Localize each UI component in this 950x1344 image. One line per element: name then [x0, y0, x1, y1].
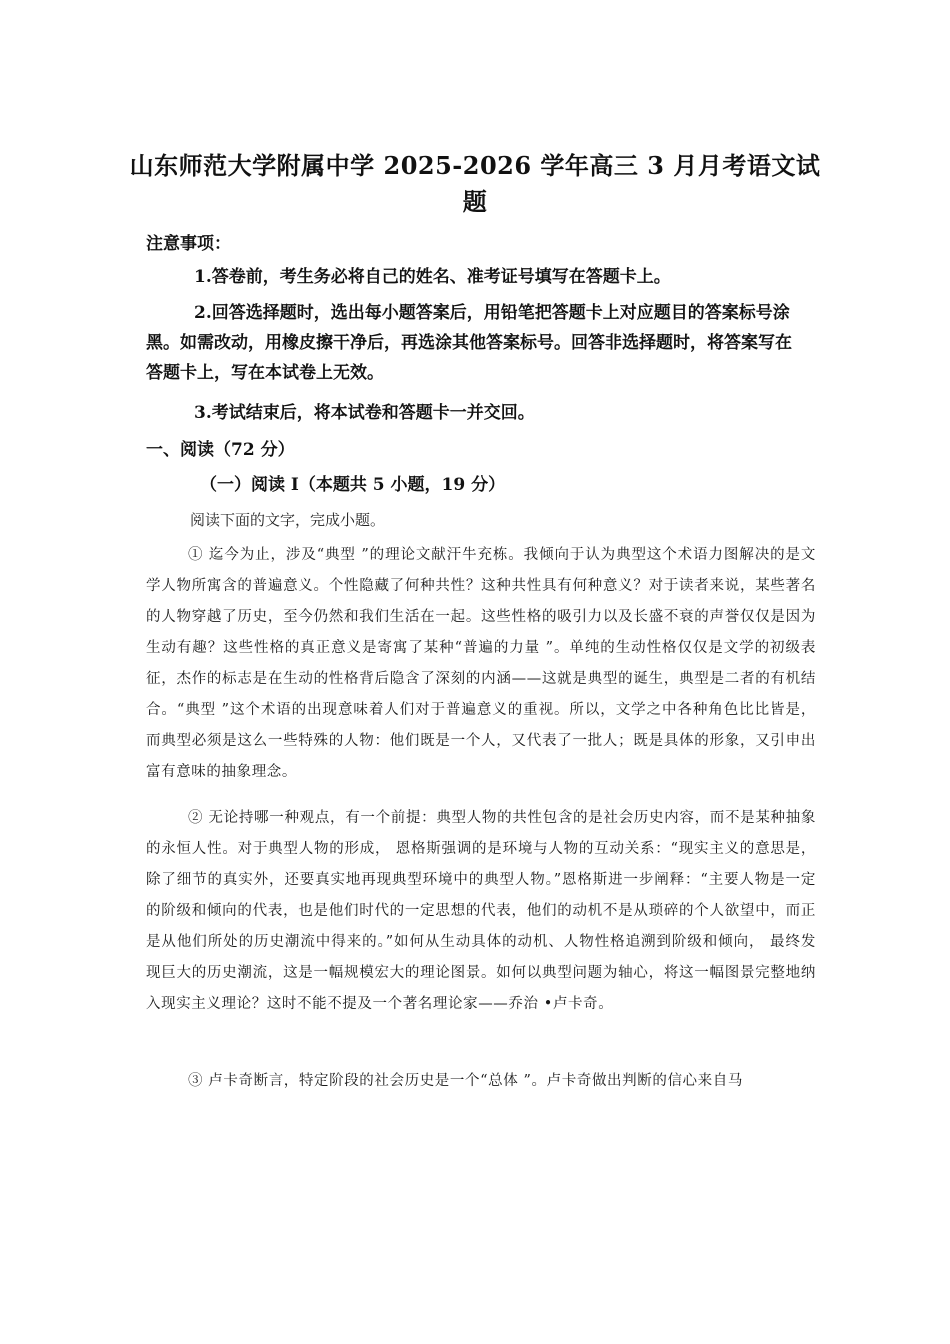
document-title: 山东师范大学附属中学 2025-2026 学年高三 3 月月考语文试题 [129, 151, 821, 216]
reading-paragraph-1: ① 迄今为止，涉及“典型 ”的理论文献汗牛充栋。我倾向于认为典型这个术语力图解决的是文学人物所寓含的普遍意义。个性隐藏了何种共性？这种共性具有何种意义？对于读者来说，某些著名的人物穿越了历史，至今仍然和我们生活在一起。这些性格的吸引力以及长盛不衰的声誉仅仅是因为生动有趣？这些性格的真正意义是寄寓了某种“普遍的力量 ”。单纯的生动性格仅仅是文学的初级表征，杰作的标志是在生动的性格背后隐含了深刻的内涵——这就是典型的诞生，典型是二者的有机结合。“典型 ”这个术语的出现意味着人们对于普遍意义的重视。所以，文学之中各种角色比比皆是，而典型必须是这么一些特殊的人物：他们既是一个人，又代表了一批人；既是具体的形象，又引申出富有意味的抽象理念。 [146, 547, 816, 780]
notice-heading: 注意事项： [146, 234, 231, 254]
reading-paragraph-2: ② 无论持哪一种观点，有一个前提：典型人物的共性包含的是社会历史内容，而不是某种抽象的永恒人性。对于典型人物的形成， 恩格斯强调的是环境与人物的互动关系：“现实主义的意思是，除了细节的真实外，还要真实地再现典型环境中的典型人物。”恩格斯进一步阐释：“主要人物是一定的阶级和倾向的代表，也是他们时代的一定思想的代表，他们的动机不是从琐碎的个人欲望中，而正是从他们所处的历史潮流中得来的。”如何从生动具体的动机、人物性格追溯到阶级和倾向， 最终发现巨大的历史潮流，这是一幅规模宏大的理论图景。如何以典型问题为轴心，将这一幅图景完整地纳入现实主义理论？这时不能不提及一个著名理论家——乔治 •卢卡奇。 [146, 810, 816, 1012]
reading-paragraph-3: ③ 卢卡奇断言，特定阶段的社会历史是一个“总体 ”。卢卡奇做出判断的信心来自马 [188, 1073, 743, 1089]
sub-heading: （一）阅读 I（本题共 5 小题，19 分） [200, 475, 506, 495]
reading-instruction: 阅读下面的文字，完成小题。 [190, 511, 386, 529]
notice-item-1: 1.答卷前，考生务必将自己的姓名、准考证号填写在答题卡上。 [194, 267, 671, 287]
notice-item-3: 3.考试结束后，将本试卷和答题卡一并交回。 [194, 403, 535, 423]
notice-item-2: 2.回答选择题时，选出每小题答案后，用铅笔把答题卡上对应题目的答案标号涂黑。如需改动，用橡皮擦干净后，再选涂其他答案标号。回答非选择题时，将答案写在答题卡上，写在本试卷上无效。 [146, 303, 792, 383]
section-heading: 一、阅读（72 分） [146, 440, 295, 460]
